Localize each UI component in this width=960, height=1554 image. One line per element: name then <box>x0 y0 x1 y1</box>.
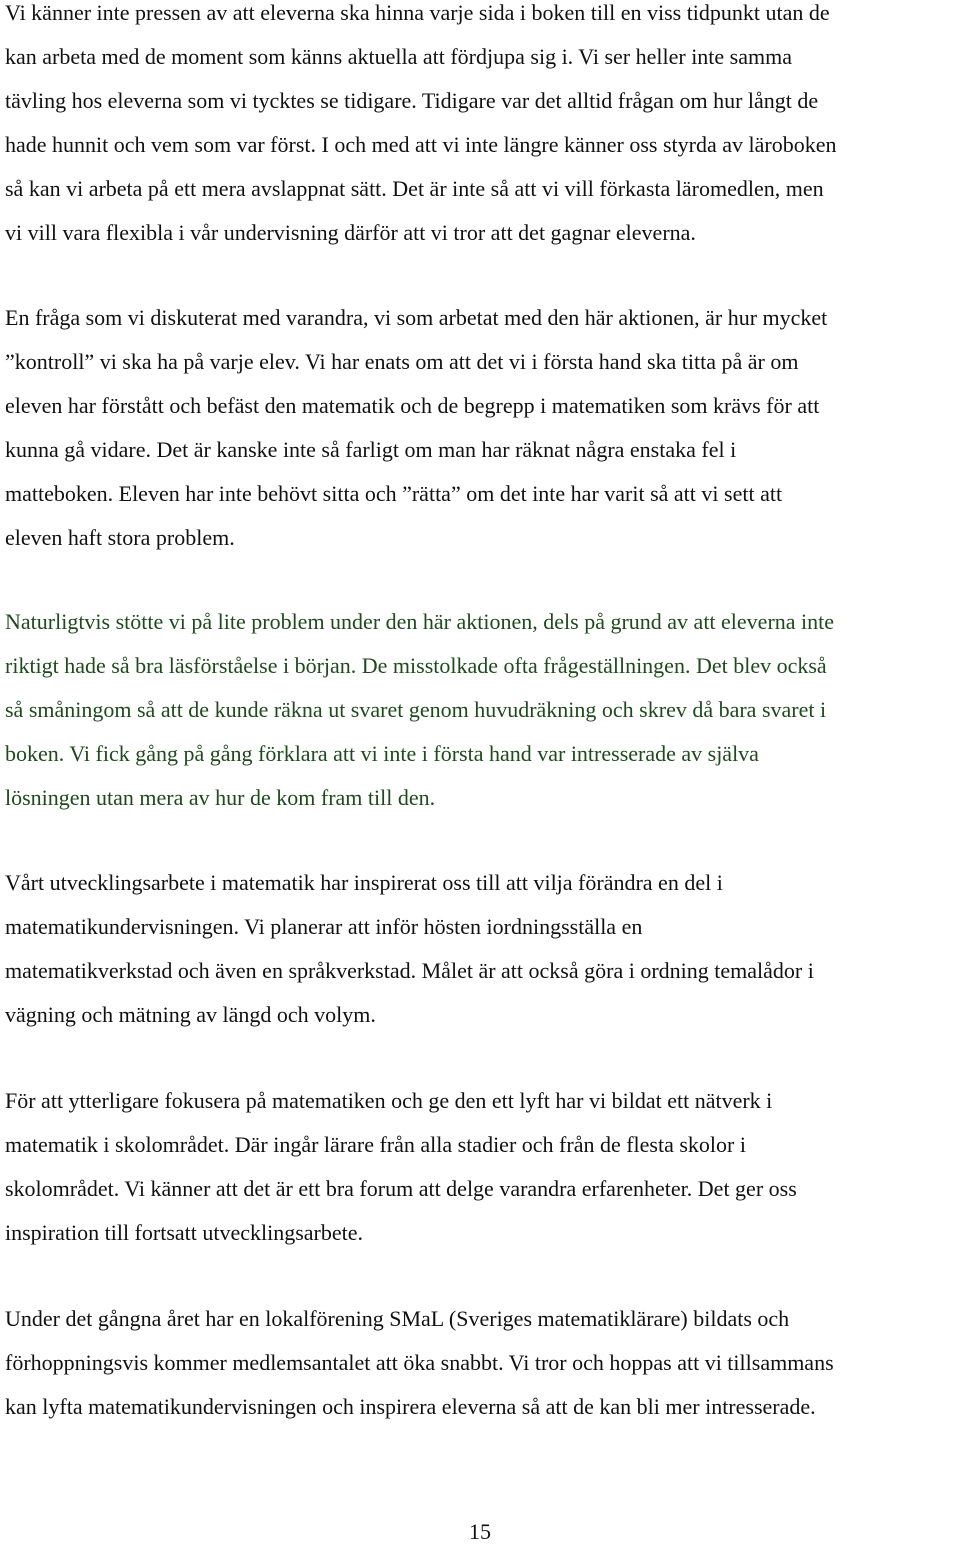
text-line: Under det gångna året har en lokalförening SMaL (Sveriges matematiklärare) bildats och <box>5 1306 790 1331</box>
paragraph-4 <box>5 861 960 1037</box>
text-line: vi vill vara flexibla i vår undervisning därför att vi tror att det gagnar eleverna. <box>5 220 696 245</box>
paragraph-5 <box>5 1079 960 1255</box>
paragraph-6 <box>5 1297 960 1429</box>
text-line: En fråga som vi diskuterat med varandra, vi som arbetat med den här aktionen, är hur mycket <box>5 305 828 330</box>
text-line: matematik i skolområdet. Där ingår lärare från alla stadier och från de flesta skolor i <box>5 1132 746 1157</box>
text-line: boken. Vi fick gång på gång förklara att vi inte i första hand var intresserade av själva <box>5 741 759 766</box>
text-line: matematikverkstad och även en språkverkstad. Målet är att också göra i ordning temalådor i <box>5 958 814 983</box>
text-line: så småningom så att de kunde räkna ut svaret genom huvudräkning och skrev då bara svaret i <box>5 697 827 722</box>
text-line: skolområdet. Vi känner att det är ett bra forum att delge varandra erfarenheter. Det ger oss <box>5 1176 797 1201</box>
page-number: 15 <box>469 1519 491 1544</box>
paragraph-2 <box>5 296 960 560</box>
text-line: riktigt hade så bra läsförståelse i början. De misstolkade ofta frågeställningen. Det blev också <box>5 653 827 678</box>
text-line: Naturligtvis stötte vi på lite problem under den här aktionen, dels på grund av att eleverna inte <box>5 609 835 634</box>
text-line: inspiration till fortsatt utvecklingsarbete. <box>5 1220 364 1245</box>
text-line: matteboken. Eleven har inte behövt sitta och ”rätta” om det inte har varit så att vi sett att <box>5 481 783 506</box>
text-line: kan lyfta matematikundervisningen och inspirera eleverna så att de kan bli mer intresserade. <box>5 1394 816 1419</box>
text-line: kunna gå vidare. Det är kanske inte så farligt om man har räknat några enstaka fel i <box>5 437 737 462</box>
text-line: förhoppningsvis kommer medlemsantalet att öka snabbt. Vi tror och hoppas att vi tillsammans <box>5 1350 834 1375</box>
paragraph-1 <box>5 0 960 255</box>
text-line: eleven har förstått och befäst den matematik och de begrepp i matematiken som krävs för att <box>5 393 820 418</box>
paragraph-3 <box>5 600 960 820</box>
text-line: lösningen utan mera av hur de kom fram till den. <box>5 785 436 810</box>
text-line: ”kontroll” vi ska ha på varje elev. Vi har enats om att det vi i första hand ska titta på är om <box>5 349 799 374</box>
text-line: Vi känner inte pressen av att eleverna ska hinna varje sida i boken till en viss tidpunkt utan de <box>5 0 830 25</box>
text-line: matematikundervisningen. Vi planerar att inför hösten iordningsställa en <box>5 914 643 939</box>
text-line: hade hunnit och vem som var först. I och med att vi inte längre känner oss styrda av läroboken <box>5 132 837 157</box>
text-line: Vårt utvecklingsarbete i matematik har inspirerat oss till att vilja förändra en del i <box>5 870 723 895</box>
text-line: så kan vi arbeta på ett mera avslappnat sätt. Det är inte så att vi vill förkasta läromedlen, men <box>5 176 824 201</box>
text-line: eleven haft stora problem. <box>5 525 235 550</box>
text-line: kan arbeta med de moment som känns aktuella att fördjupa sig i. Vi ser heller inte samma <box>5 44 792 69</box>
text-line: tävling hos eleverna som vi tycktes se tidigare. Tidigare var det alltid frågan om hur långt de <box>5 88 819 113</box>
text-line: För att ytterligare fokusera på matematiken och ge den ett lyft har vi bildat ett nätverk i <box>5 1088 773 1113</box>
text-line: vägning och mätning av längd och volym. <box>5 1002 376 1027</box>
